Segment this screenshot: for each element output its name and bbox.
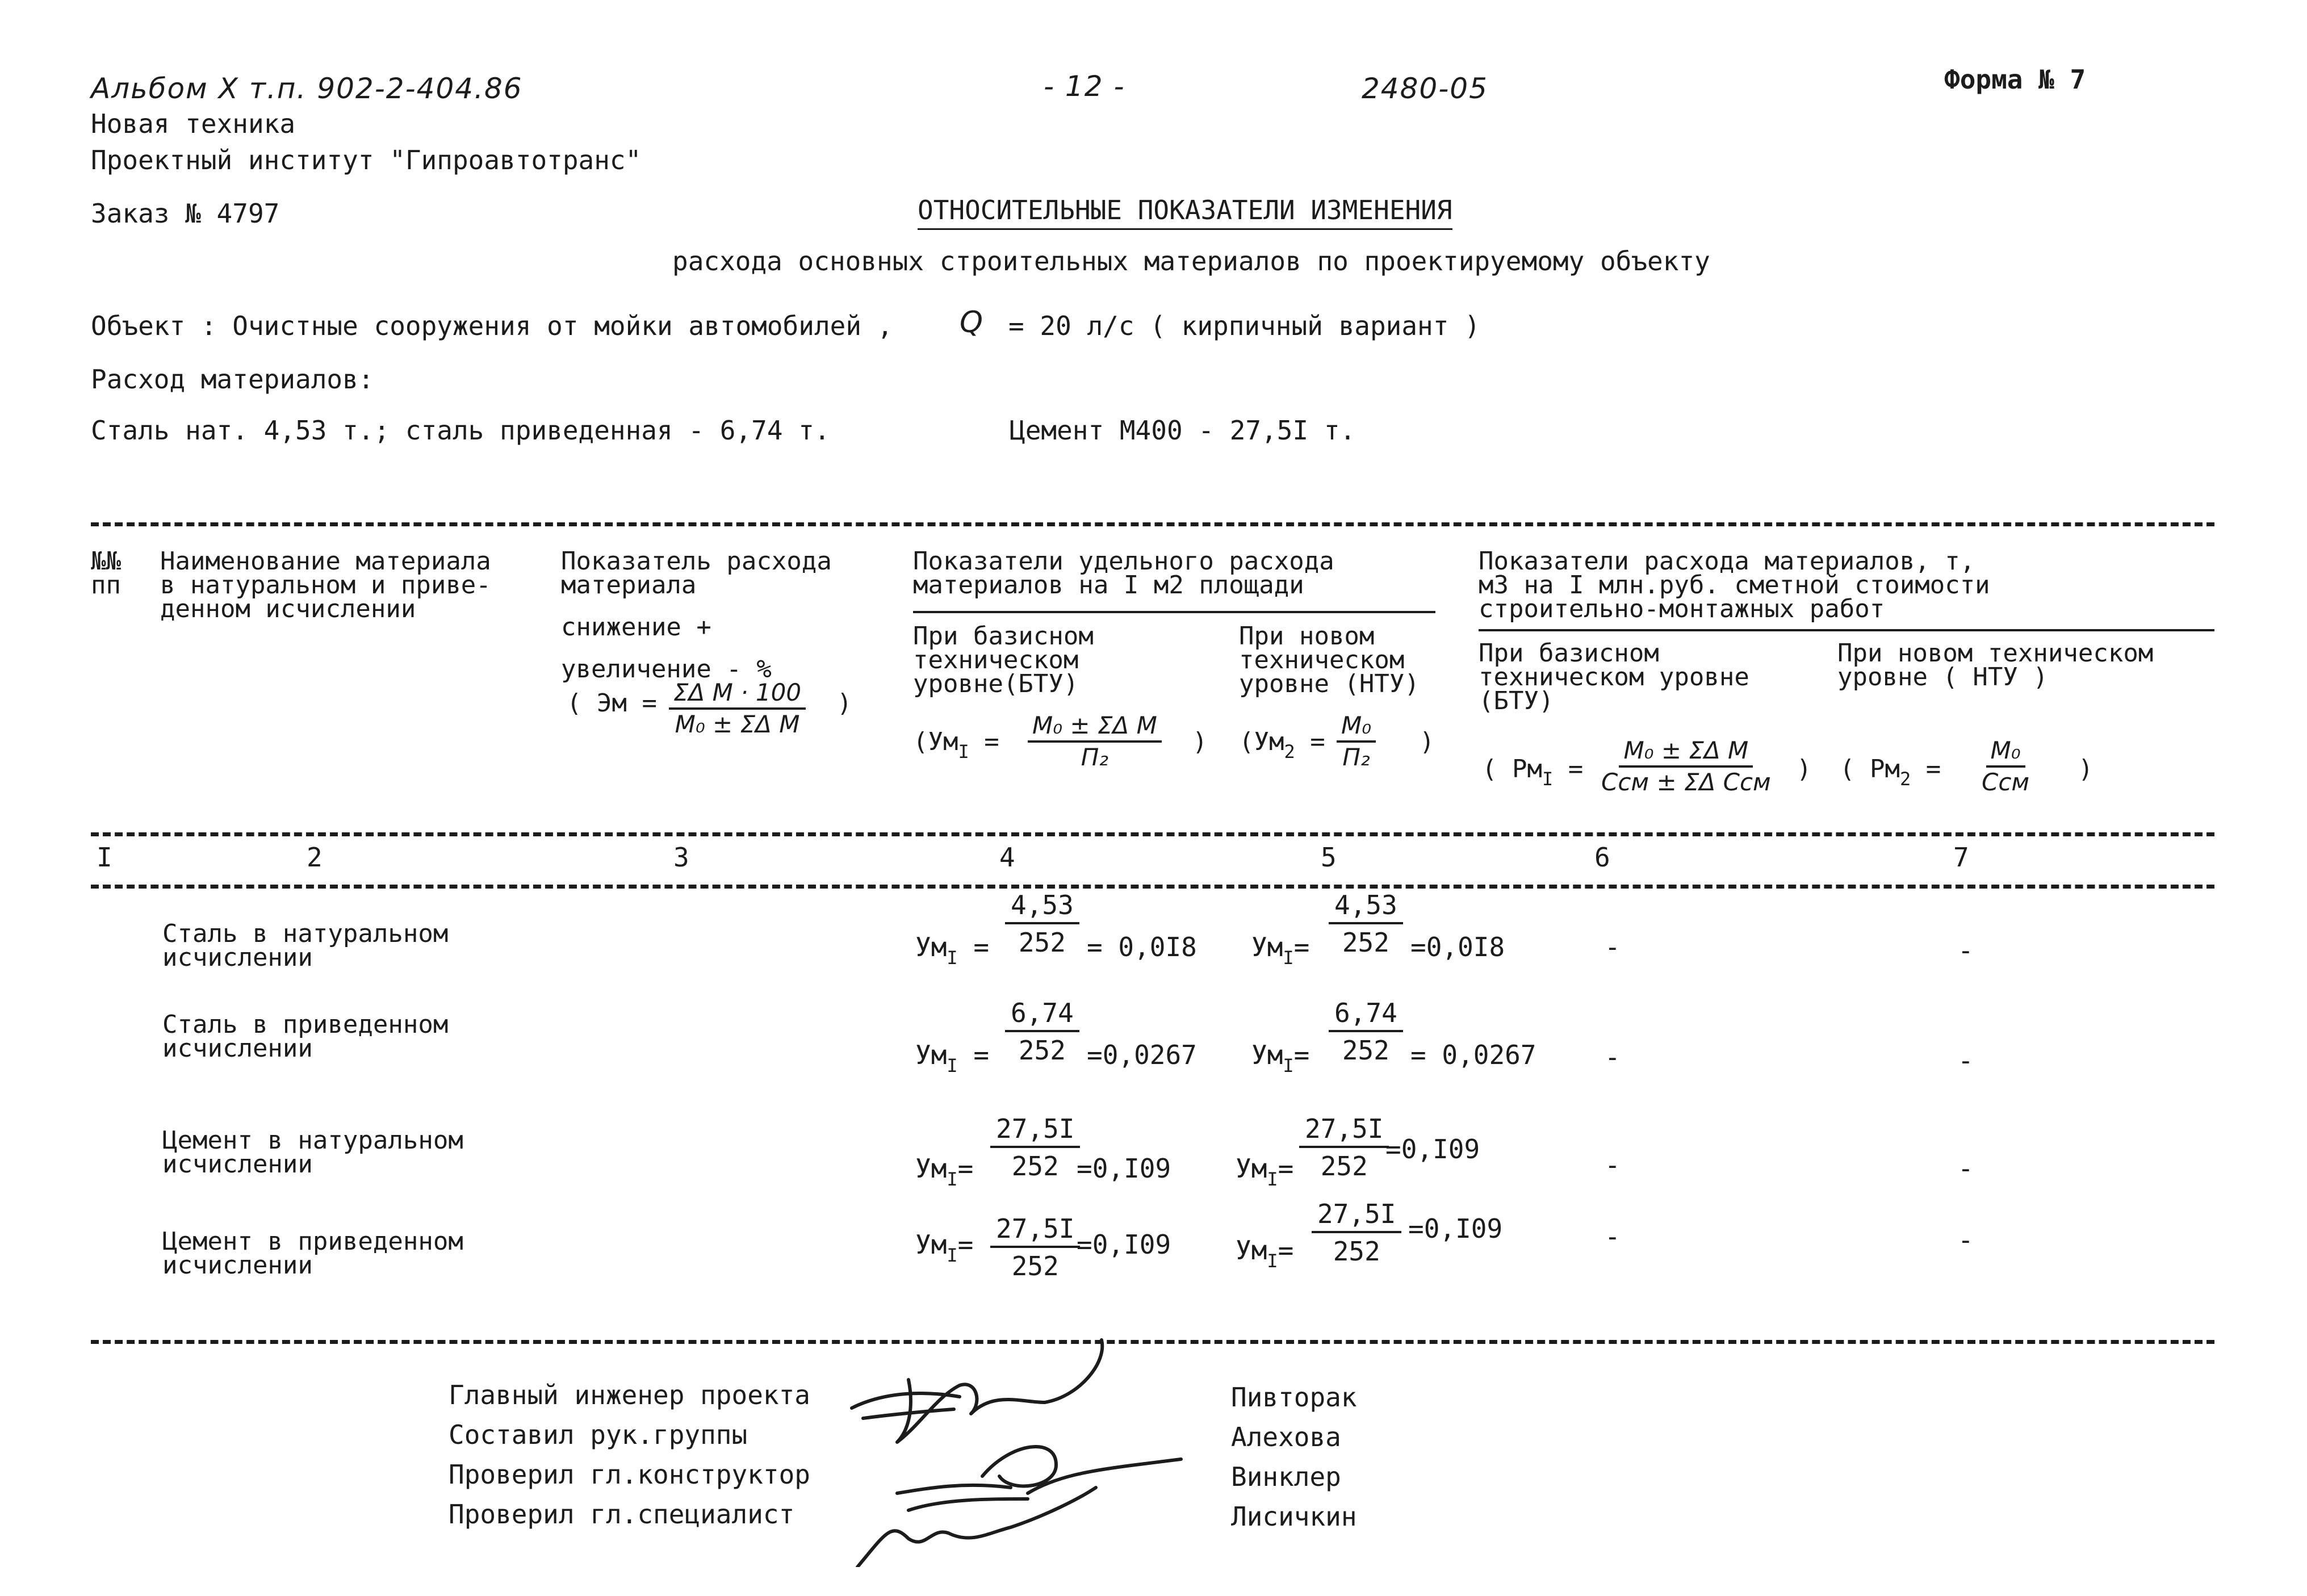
- row2-c4-fraction: $\frac{6,74}{252}$: [1005, 997, 1079, 1066]
- col3-formula-suffix: ): [837, 689, 852, 718]
- row3-c4-label: $Ум_I=$: [915, 1153, 974, 1190]
- col45-group-header: Показатели удельного расхода материалов на I м2 площади: [913, 547, 1334, 600]
- row2-c5-label: $Ум_I=$: [1251, 1040, 1310, 1076]
- signature-names: [1231, 1377, 1357, 1536]
- col7-header: При новом техническом уровне ( НТУ ): [1837, 639, 2154, 692]
- form-number: Форма № 7: [1944, 64, 2086, 95]
- row1-c4-fraction: $\frac{4,53}{252}$: [1005, 889, 1079, 958]
- col5-header: При новом техническом уровне (НТУ): [1239, 622, 1420, 698]
- row4-c4-fraction: $\frac{27,5I}{252}$: [990, 1213, 1080, 1282]
- col5-formula-fraction: M₀ П₂: [1337, 712, 1376, 771]
- row4-c5-fraction: $\frac{27,5I}{252}$: [1312, 1198, 1401, 1267]
- row1-c4-result: = 0,0I8: [1087, 932, 1197, 962]
- col3-header: Показатель расхода материала снижение + увеличение - %: [561, 547, 832, 684]
- row2-c5-result: = 0,0267: [1410, 1040, 1536, 1070]
- row3-c5-result: =0,I09: [1385, 1134, 1480, 1164]
- col2-header: Наименование материала в натуральном и приве- денном исчислении: [160, 547, 491, 623]
- flow-symbol: Q: [960, 305, 984, 340]
- steel-consumption: Сталь нат. 4,53 т.; сталь приведенная - 6,74 т.: [91, 415, 830, 446]
- table-row-name: Сталь в натуральном исчислении: [162, 919, 449, 972]
- row4-c6-value: -: [1605, 1221, 1621, 1252]
- signature-role: Главный инженер проекта: [449, 1380, 810, 1410]
- table-row-name: Цемент в приведенном исчислении: [162, 1227, 463, 1280]
- row3-c4-fraction: $\frac{27,5I}{252}$: [990, 1113, 1080, 1182]
- signature-role: Составил рук.группы: [449, 1419, 748, 1450]
- col-number-3: 3: [673, 842, 689, 873]
- row4-c5-label: $Ум_I=$: [1236, 1235, 1294, 1272]
- col6-formula-prefix: ( $Рм_I$ =: [1482, 755, 1584, 790]
- row1-c7-value: -: [1958, 935, 1974, 966]
- header-line-new-tech: Новая техника: [91, 108, 296, 139]
- column-numbers-rule: [91, 885, 2214, 889]
- row1-c5-label: $Ум_I=$: [1251, 932, 1310, 969]
- album-reference: Альбом X т.п. 902-2-404.86: [91, 72, 523, 105]
- col6-header: При базисном техническом уровне (БТУ): [1479, 639, 1749, 715]
- row3-c6-value: -: [1605, 1150, 1621, 1180]
- row3-c7-value: -: [1958, 1153, 1974, 1184]
- signature-roles: [449, 1375, 810, 1534]
- row1-c6-value: -: [1605, 932, 1621, 962]
- row2-c7-value: -: [1958, 1045, 1974, 1076]
- signature-role: Проверил гл.специалист: [449, 1499, 795, 1530]
- order-number: Заказ № 4797: [91, 198, 280, 229]
- col7-formula-suffix: ): [2078, 755, 2094, 784]
- col6-formula-fraction: M₀ ± ΣΔ M Cсм ± ΣΔ Cсм: [1601, 736, 1771, 796]
- col6-formula-suffix: ): [1797, 755, 1812, 784]
- row1-c5-fraction: $\frac{4,53}{252}$: [1329, 889, 1403, 958]
- group-rule-specific: [913, 611, 1435, 613]
- document-code: 2480-05: [1362, 72, 1488, 105]
- table-top-rule: [91, 522, 2214, 526]
- row4-c5-result: =0,I09: [1408, 1213, 1503, 1244]
- col4-formula-suffix: ): [1192, 727, 1208, 756]
- signer-name: Лисичкин: [1231, 1501, 1357, 1532]
- page-title: ОТНОСИТЕЛЬНЫЕ ПОКАЗАТЕЛИ ИЗМЕНЕНИЯ: [918, 194, 1452, 230]
- col-number-4: 4: [999, 842, 1015, 873]
- col7-formula-prefix: ( $Рм_2$ =: [1840, 755, 1941, 790]
- page-subtitle: расхода основных строительных материалов по проектируемому объекту: [672, 246, 1710, 277]
- group-rule-cost: [1479, 629, 2214, 631]
- signer-name: Пивторак: [1231, 1382, 1357, 1413]
- col5-formula-suffix: ): [1420, 727, 1435, 756]
- col-number-1: I: [97, 842, 112, 873]
- row3-c5-label: $Ум_I=$: [1236, 1153, 1294, 1190]
- table-row-name: Цемент в натуральном исчислении: [162, 1126, 463, 1179]
- signer-name: Алехова: [1231, 1422, 1341, 1452]
- header-bottom-rule: [91, 832, 2214, 836]
- row2-c5-fraction: $\frac{6,74}{252}$: [1329, 997, 1403, 1066]
- col3-formula-prefix: ( Эм =: [567, 689, 657, 718]
- col7-formula-fraction: M₀ Cсм: [1982, 736, 2030, 796]
- row3-c5-fraction: $\frac{27,5I}{252}$: [1299, 1113, 1389, 1182]
- cement-consumption: Цемент М400 - 27,5I т.: [1010, 415, 1356, 446]
- col5-formula-prefix: ($Ум_2$ =: [1239, 727, 1325, 763]
- row4-c4-result: =0,I09: [1077, 1229, 1171, 1260]
- col-number-5: 5: [1321, 842, 1337, 873]
- row1-c4-label: $Ум_I$ =: [915, 932, 990, 969]
- row2-c4-label: $Ум_I$ =: [915, 1040, 990, 1076]
- col67-group-header: Показатели расхода материалов, т, м3 на I млн.руб. сметной стоимости строительно-монтажных работ: [1479, 547, 1990, 623]
- signer-name: Винклер: [1231, 1461, 1341, 1492]
- signature-role: Проверил гл.конструктор: [449, 1459, 810, 1490]
- row4-c4-label: $Ум_I=$: [915, 1229, 974, 1266]
- row3-c4-result: =0,I09: [1077, 1153, 1171, 1184]
- col4-header: При базисном техническом уровне(БТУ): [913, 622, 1094, 698]
- col3-formula-fraction: $\frac{\text{ΣΔ M · 100}}{\text{M₀ ± ΣΔ M}}$: [669, 679, 806, 738]
- col1-header: №№ пп: [91, 547, 121, 600]
- col-number-7: 7: [1953, 842, 1969, 873]
- row1-c5-result: =0,0I8: [1410, 932, 1505, 962]
- header-institute: Проектный институт "Гипроавтотранс": [91, 145, 642, 175]
- row2-c6-value: -: [1605, 1042, 1621, 1073]
- handwritten-signatures: [840, 1329, 1209, 1567]
- object-description: Объект : Очистные сооружения от мойки автомобилей ,: [91, 311, 893, 341]
- row4-c7-value: -: [1958, 1225, 1974, 1255]
- consumption-label: Расход материалов:: [91, 364, 374, 395]
- table-row-name: Сталь в приведенном исчислении: [162, 1010, 449, 1063]
- col4-formula-prefix: ($Ум_I$ =: [913, 727, 999, 763]
- flow-value: = 20 л/с ( кирпичный вариант ): [1008, 311, 1480, 341]
- col-number-2: 2: [307, 842, 323, 873]
- row2-c4-result: =0,0267: [1087, 1040, 1197, 1070]
- col4-formula-fraction: M₀ ± ΣΔ M П₂: [1028, 712, 1162, 771]
- col-number-6: 6: [1594, 842, 1610, 873]
- page-number: - 12 -: [1044, 70, 1125, 103]
